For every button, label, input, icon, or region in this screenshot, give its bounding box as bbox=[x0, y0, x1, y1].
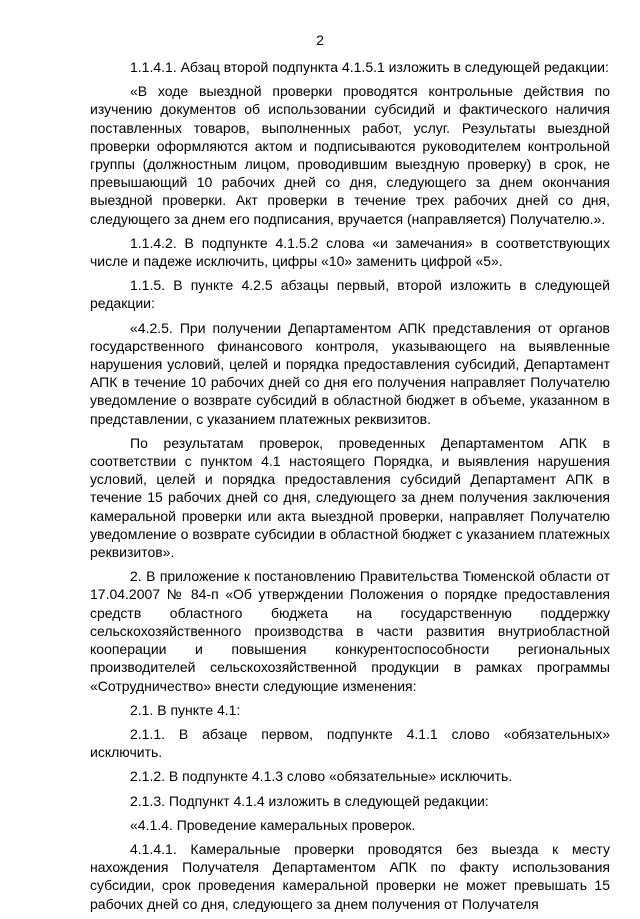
paragraph: 4.1.4.1. Камеральные проверки проводятся без выезда к месту нахождения Получателя Департаментом АПК по факту использования субсидии, срок проведения камеральной проверки не может превышать 15 рабочих дней со дня, следующего за днем получения от Получателя bbox=[90, 840, 610, 912]
paragraph: 1.1.5. В пункте 4.2.5 абзацы первый, второй изложить в следующей редакции: bbox=[90, 277, 610, 312]
paragraph: «4.1.4. Проведение камеральных проверок. bbox=[130, 816, 416, 833]
paragraph: «В ходе выездной проверки проводятся контрольные действия по изучению документов об использовании субсидий и фактического наличия поставленных товаров, выполненных работ, услуг. Результаты выездной проверки оформляются актом и подписываются руководителем контрольной группы (должностным лицом, проводившим выездную проверку) в срок, не превышающий 10 рабочих дней со дня, следующего за днем окончания выездной проверки. Акт проверки в течение трех рабочих дней со дня, следующего за днем его подписания, вручается (направляется) Получателю.». bbox=[90, 83, 610, 227]
paragraph: 2.1. В пункте 4.1: bbox=[130, 701, 241, 718]
paragraph: 1.1.4.2. В подпункте 4.1.5.2 слова «и замечания» в соответствующих числе и падеже исключить, цифры «10» заменить цифрой «5». bbox=[90, 234, 610, 270]
paragraph: «4.2.5. При получении Департаментом АПК представления от органов государственного финансового контроля, указывающего на выявленные нарушения условий, целей и порядка предоставления субсидий, Департамент АПК в течение 10 рабочих дней со дня его получения направляет Получателю уведомление о возврате субсидий в областной бюджет в объеме, указанном в представлении, с указанием платежных реквизитов. bbox=[90, 319, 610, 427]
paragraph: 2.1.2. В подпункте 4.1.3 слово «обязательные» исключить. bbox=[130, 768, 513, 785]
page-number: 2 bbox=[316, 32, 324, 48]
document-body bbox=[90, 58, 610, 919]
paragraph: 2.1.3. Подпункт 4.1.4 изложить в следующей редакции: bbox=[130, 792, 489, 809]
paragraph: 2.1.1. В абзаце первом, подпункте 4.1.1 слово «обязательных» исключить. bbox=[90, 725, 610, 761]
paragraph: По результатам проверок, проведенных Департаментом АПК в соответствии с пунктом 4.1 настоящего Порядка, и выявления нарушения условий, целей и порядка предоставления субсидий Департамент АПК в течение 15 рабочих дней со дня, следующего за днем получения заключения камеральной проверки или акта выездной проверки, направляет Получателю уведомление о возврате субсидии в областной бюджет с указанием платежных реквизитов». bbox=[90, 434, 610, 561]
paragraph: 1.1.4.1. Абзац второй подпункта 4.1.5.1 изложить в следующей редакции: bbox=[130, 59, 609, 75]
paragraph: 2. В приложение к постановлению Правительства Тюменской области от 17.04.2007 № 84-п «Об утверждении Положения о порядке предоставления средств областного бюджета на государственную поддержку сельскохозяйственного производства в части развития внутриобластной кооперации и повышения конкурентоспособности региональных производителей сельскохозяйственной продукции в рамках программы «Сотрудничество» внести следующие изменения: bbox=[90, 568, 610, 694]
